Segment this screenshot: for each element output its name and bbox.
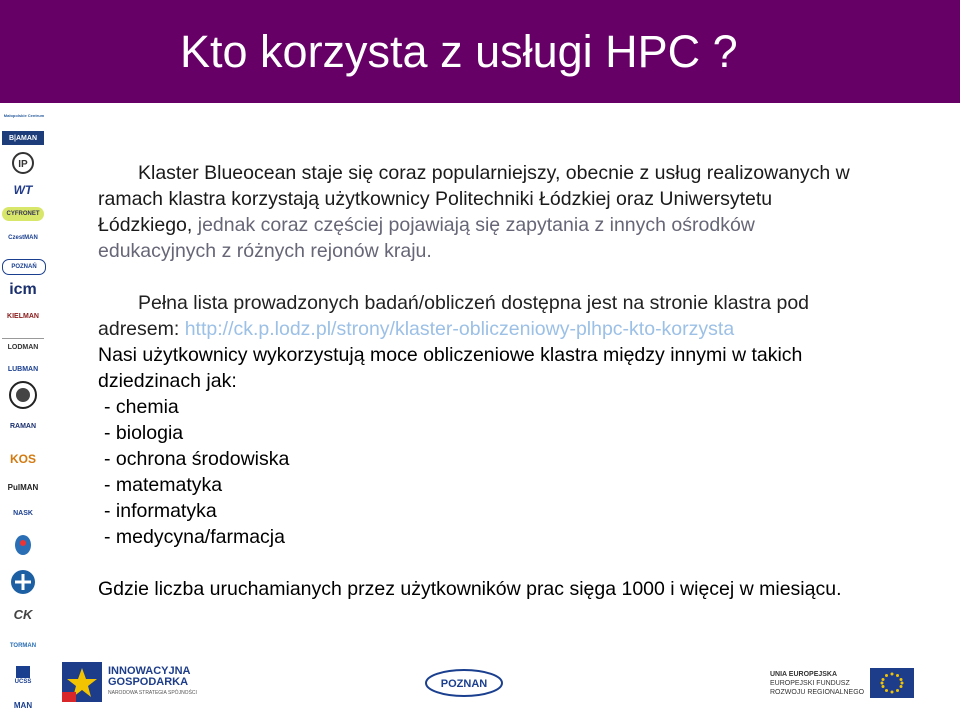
ig-line3: NARODOWA STRATEGIA SPÓJNOŚCI <box>108 689 197 696</box>
nask-logo: NASK <box>13 509 33 517</box>
ck-logo: CK <box>13 606 33 622</box>
bi-aman-logo: B|AMAN <box>2 131 44 145</box>
eu-line1: UNIA EUROPEJSKA <box>770 670 838 678</box>
man-logo: MAN <box>13 700 33 710</box>
cross-logo <box>2 569 44 595</box>
eu-line2: EUROPEJSKI FUNDUSZ <box>770 679 850 687</box>
eu-flag-icon <box>870 668 914 698</box>
fields-intro: Nasi użytkownicy wykorzystują moce obliczeniowe klastra między innymi w takich dziedzinach jak: <box>98 344 803 392</box>
title-banner <box>0 0 960 103</box>
field-item: - medycyna/farmacja <box>104 526 285 548</box>
field-item: - chemia <box>104 396 179 418</box>
wt-logo: WT <box>13 183 33 197</box>
research-list-paragraph <box>98 290 858 342</box>
slide-body <box>98 160 858 602</box>
torman-logo: TORMAN <box>9 643 37 649</box>
partner-logos-sidebar <box>0 103 46 715</box>
poznan-logo: POZNAŃ <box>2 259 46 275</box>
olman-logo <box>2 533 44 559</box>
kielman-logo: KIELMAN <box>7 312 39 320</box>
research-list-text: Pełna lista prowadzonych badań/obliczeń dostępna jest na stronie klastra pod adresem: <box>98 292 810 340</box>
poznan-footer-logo <box>424 668 504 698</box>
ig-line1: INNOWACYJNA <box>108 664 191 677</box>
intro-text-faded: jednak coraz częściej pojawiają się zapytania z innych ośrodków edukacyjnych z różnych rejonów kraju. <box>98 214 755 262</box>
field-item: - matematyka <box>104 474 223 496</box>
intro-text-dark: Klaster Blueocean staje się coraz popularniejszy, obecnie z usług realizowanych w ramach klastra korzystają użytkownicy Politechniki Łódzkiej oraz Uniwersytetu Łódzkiego, <box>98 162 850 236</box>
pulman-logo: PulMAN <box>7 482 39 492</box>
ig-star-icon <box>62 662 102 702</box>
svg-text:IP: IP <box>18 159 28 170</box>
field-item: - informatyka <box>104 500 217 522</box>
lubman-logo: LUBMAN <box>7 365 39 373</box>
jobs-count-paragraph: Gdzie liczba uruchamianych przez użytkowników prac sięga 1000 i więcej w miesiącu. <box>98 578 842 600</box>
footer-logos <box>0 652 960 715</box>
field-item: - biologia <box>104 422 184 444</box>
poznan-text: POZNAN <box>440 678 488 690</box>
intro-paragraph <box>98 160 858 264</box>
page-title: Kto korzysta z usługi HPC ? <box>180 26 738 77</box>
eu-fund-logo <box>770 668 914 698</box>
cyfronet-logo: CYFRONET <box>2 207 44 221</box>
czestman-logo: CzestMAN <box>8 235 38 241</box>
lodman-logo: LODMAN <box>2 338 44 355</box>
kos-logo: KOS <box>9 452 36 466</box>
malopolskie-logo: Małopolskie Centrum <box>2 105 44 125</box>
raman-logo: RAMAN <box>9 422 37 430</box>
field-item: - ochrona środowiska <box>104 448 290 470</box>
ig-line2: GOSPODARKA <box>108 675 189 688</box>
seal-logo <box>2 381 44 409</box>
cluster-url-link[interactable]: http://ck.p.lodz.pl/strony/klaster-obliczeniowy-plhpc-kto-korzysta <box>184 318 735 340</box>
ucss-logo: UCSS <box>2 661 44 689</box>
icm-logo: icm <box>9 281 37 298</box>
ip-logo <box>2 151 44 175</box>
eu-line3: ROZWOJU REGIONALNEGO <box>770 688 865 696</box>
innowacyjna-gospodarka-logo <box>62 662 197 702</box>
